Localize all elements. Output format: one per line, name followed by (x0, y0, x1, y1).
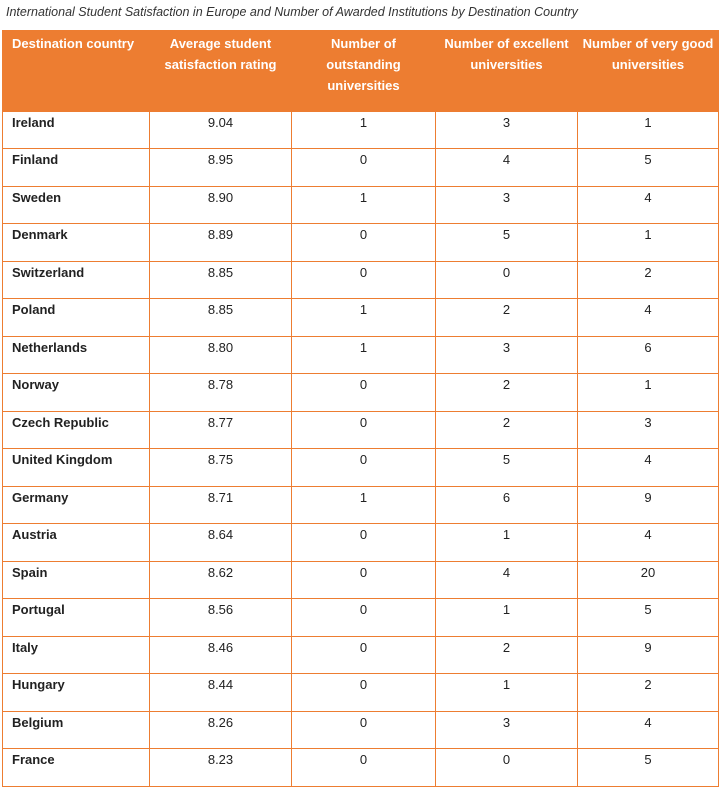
table-row (3, 411, 719, 449)
table-row (3, 711, 719, 749)
cell-outstanding: 0 (292, 449, 436, 487)
cell-outstanding: 0 (292, 261, 436, 299)
cell-excellent: 2 (436, 374, 578, 412)
cell-country: Netherlands (3, 336, 150, 374)
cell-country: Portugal (3, 599, 150, 637)
table-row (3, 749, 719, 787)
cell-rating: 8.64 (150, 524, 292, 562)
cell-rating: 8.85 (150, 261, 292, 299)
cell-country: United Kingdom (3, 449, 150, 487)
table-header-row (3, 30, 719, 111)
table-row (3, 486, 719, 524)
cell-very-good: 5 (578, 599, 719, 637)
satisfaction-table (2, 30, 719, 787)
table-row (3, 111, 719, 149)
cell-country: Belgium (3, 711, 150, 749)
table-row (3, 149, 719, 187)
cell-very-good: 6 (578, 336, 719, 374)
cell-excellent: 3 (436, 711, 578, 749)
cell-outstanding: 0 (292, 524, 436, 562)
cell-outstanding: 0 (292, 411, 436, 449)
cell-very-good: 2 (578, 674, 719, 712)
cell-excellent: 0 (436, 261, 578, 299)
table-row (3, 374, 719, 412)
table-row (3, 261, 719, 299)
cell-very-good: 1 (578, 111, 719, 149)
cell-rating: 8.56 (150, 599, 292, 637)
cell-outstanding: 0 (292, 636, 436, 674)
cell-very-good: 5 (578, 749, 719, 787)
cell-very-good: 4 (578, 449, 719, 487)
cell-outstanding: 1 (292, 336, 436, 374)
cell-very-good: 4 (578, 186, 719, 224)
header-rating: Average student satisfaction rating (150, 30, 292, 111)
cell-very-good: 4 (578, 711, 719, 749)
table-row (3, 186, 719, 224)
cell-excellent: 2 (436, 411, 578, 449)
cell-country: Austria (3, 524, 150, 562)
cell-country: Sweden (3, 186, 150, 224)
cell-country: Ireland (3, 111, 150, 149)
cell-rating: 8.62 (150, 561, 292, 599)
cell-outstanding: 1 (292, 111, 436, 149)
cell-country: Spain (3, 561, 150, 599)
cell-excellent: 1 (436, 674, 578, 712)
table-row (3, 336, 719, 374)
cell-rating: 8.90 (150, 186, 292, 224)
cell-outstanding: 1 (292, 299, 436, 337)
cell-excellent: 1 (436, 524, 578, 562)
cell-excellent: 3 (436, 336, 578, 374)
cell-excellent: 4 (436, 561, 578, 599)
cell-outstanding: 0 (292, 374, 436, 412)
table-row (3, 599, 719, 637)
cell-rating: 8.80 (150, 336, 292, 374)
cell-very-good: 20 (578, 561, 719, 599)
table-row (3, 449, 719, 487)
table-row (3, 524, 719, 562)
cell-very-good: 4 (578, 524, 719, 562)
cell-outstanding: 0 (292, 749, 436, 787)
cell-country: Poland (3, 299, 150, 337)
cell-outstanding: 1 (292, 486, 436, 524)
cell-very-good: 3 (578, 411, 719, 449)
cell-country: Denmark (3, 224, 150, 262)
cell-rating: 8.46 (150, 636, 292, 674)
cell-excellent: 4 (436, 149, 578, 187)
cell-rating: 8.85 (150, 299, 292, 337)
cell-excellent: 6 (436, 486, 578, 524)
cell-country: Finland (3, 149, 150, 187)
table-row (3, 561, 719, 599)
header-excellent: Number of excellent universities (436, 30, 578, 111)
cell-country: Hungary (3, 674, 150, 712)
table-row (3, 636, 719, 674)
cell-rating: 8.75 (150, 449, 292, 487)
cell-outstanding: 1 (292, 186, 436, 224)
cell-rating: 8.95 (150, 149, 292, 187)
cell-rating: 8.26 (150, 711, 292, 749)
cell-country: France (3, 749, 150, 787)
table-row (3, 224, 719, 262)
cell-outstanding: 0 (292, 599, 436, 637)
cell-very-good: 1 (578, 374, 719, 412)
cell-excellent: 5 (436, 224, 578, 262)
cell-country: Switzerland (3, 261, 150, 299)
cell-very-good: 9 (578, 636, 719, 674)
cell-country: Norway (3, 374, 150, 412)
cell-excellent: 2 (436, 299, 578, 337)
cell-excellent: 5 (436, 449, 578, 487)
cell-rating: 8.89 (150, 224, 292, 262)
cell-rating: 8.77 (150, 411, 292, 449)
cell-very-good: 9 (578, 486, 719, 524)
header-outstanding: Number of outstanding universities (292, 30, 436, 111)
cell-country: Italy (3, 636, 150, 674)
cell-excellent: 3 (436, 186, 578, 224)
table-caption: International Student Satisfaction in Europe and Number of Awarded Institutions by Destination Country (6, 5, 578, 19)
table-body (3, 111, 719, 786)
cell-rating: 8.71 (150, 486, 292, 524)
cell-country: Germany (3, 486, 150, 524)
table-row (3, 299, 719, 337)
header-country: Destination country (3, 30, 150, 111)
table-row (3, 674, 719, 712)
cell-outstanding: 0 (292, 711, 436, 749)
cell-excellent: 3 (436, 111, 578, 149)
cell-rating: 8.23 (150, 749, 292, 787)
cell-very-good: 2 (578, 261, 719, 299)
cell-rating: 8.44 (150, 674, 292, 712)
cell-rating: 9.04 (150, 111, 292, 149)
cell-excellent: 0 (436, 749, 578, 787)
cell-country: Czech Republic (3, 411, 150, 449)
cell-outstanding: 0 (292, 224, 436, 262)
header-very-good: Number of very good universities (578, 30, 719, 111)
cell-excellent: 2 (436, 636, 578, 674)
cell-outstanding: 0 (292, 674, 436, 712)
cell-rating: 8.78 (150, 374, 292, 412)
cell-outstanding: 0 (292, 561, 436, 599)
cell-outstanding: 0 (292, 149, 436, 187)
cell-excellent: 1 (436, 599, 578, 637)
cell-very-good: 1 (578, 224, 719, 262)
cell-very-good: 4 (578, 299, 719, 337)
cell-very-good: 5 (578, 149, 719, 187)
